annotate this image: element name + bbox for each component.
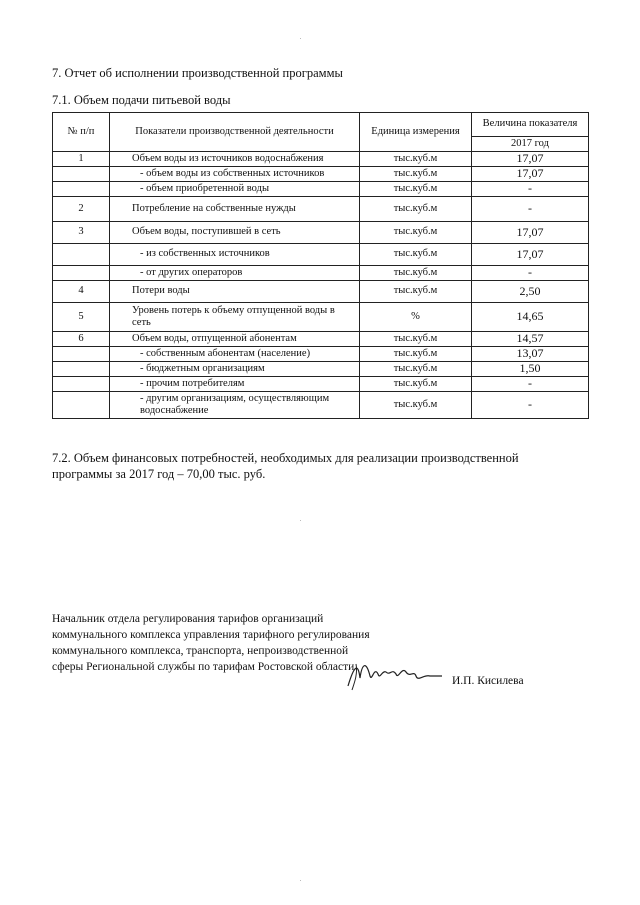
header-value: Величина показателя xyxy=(472,113,589,137)
row-unit: тыс.куб.м xyxy=(360,266,472,281)
row-number: 6 xyxy=(53,332,110,347)
table-body xyxy=(53,152,589,419)
row-unit: тыс.куб.м xyxy=(360,347,472,362)
table-row xyxy=(53,244,589,266)
row-number xyxy=(53,392,110,419)
row-unit: % xyxy=(360,303,472,332)
table-row xyxy=(53,392,589,419)
header-indicator: Показатели производственной деятельности xyxy=(110,113,360,152)
row-indicator: Объем воды из источников водоснабжения xyxy=(110,152,360,167)
header-unit: Единица измерения xyxy=(360,113,472,152)
row-unit: тыс.куб.м xyxy=(360,197,472,222)
row-number: 2 xyxy=(53,197,110,222)
row-indicator: Объем воды, отпущенной абонентам xyxy=(110,332,360,347)
row-indicator: Объем воды, поступившей в сеть xyxy=(110,222,360,244)
row-unit: тыс.куб.м xyxy=(360,362,472,377)
handwritten-signature xyxy=(344,656,444,696)
row-unit: тыс.куб.м xyxy=(360,244,472,266)
row-indicator: - объем приобретенной воды xyxy=(110,182,360,197)
row-number: 3 xyxy=(53,222,110,244)
row-unit: тыс.куб.м xyxy=(360,222,472,244)
row-value: 17,07 xyxy=(472,152,589,167)
row-indicator: - другим организациям, осуществляющим водоснабжение xyxy=(110,392,360,419)
water-supply-table xyxy=(52,112,589,419)
row-value: 2,50 xyxy=(472,281,589,303)
table-row xyxy=(53,362,589,377)
row-unit: тыс.куб.м xyxy=(360,167,472,182)
row-number: 1 xyxy=(53,152,110,167)
signatory-position: Начальник отдела регулирования тарифов организаций коммунального комплекса управления тарифного регулирования коммунального комплекса, транспорта, непроизводственной сферы Региональной службы по тарифам Ростовской области xyxy=(52,613,370,673)
row-value: 1,50 xyxy=(472,362,589,377)
header-num: № п/п xyxy=(53,113,110,152)
table-row xyxy=(53,222,589,244)
row-unit: тыс.куб.м xyxy=(360,377,472,392)
row-value: - xyxy=(472,392,589,419)
row-number xyxy=(53,244,110,266)
row-indicator: Потери воды xyxy=(110,281,360,303)
row-number xyxy=(53,266,110,281)
row-number xyxy=(53,347,110,362)
scan-dot xyxy=(300,880,301,881)
scan-dot xyxy=(300,38,301,39)
row-number xyxy=(53,362,110,377)
row-number: 4 xyxy=(53,281,110,303)
row-indicator: - из собственных источников xyxy=(110,244,360,266)
table-row xyxy=(53,347,589,362)
row-value: 14,65 xyxy=(472,303,589,332)
row-unit: тыс.куб.м xyxy=(360,182,472,197)
table-row xyxy=(53,152,589,167)
row-indicator: - от других операторов xyxy=(110,266,360,281)
subsection-title: 7.1. Объем подачи питьевой воды xyxy=(52,93,231,107)
row-number xyxy=(53,182,110,197)
row-unit: тыс.куб.м xyxy=(360,332,472,347)
table-row xyxy=(53,266,589,281)
table-row xyxy=(53,332,589,347)
row-value: 14,57 xyxy=(472,332,589,347)
scan-dot xyxy=(300,520,301,521)
row-indicator: Уровень потерь к объему отпущенной воды в сеть xyxy=(110,303,360,332)
row-indicator: - прочим потребителям xyxy=(110,377,360,392)
financial-needs-paragraph: 7.2. Объем финансовых потребностей, необходимых для реализации производственной программы за 2017 год – 70,00 тыс. руб. xyxy=(52,451,519,481)
table-row xyxy=(53,281,589,303)
signatory-name: И.П. Кисилева xyxy=(452,675,524,687)
row-value: 17,07 xyxy=(472,222,589,244)
row-indicator: Потребление на собственные нужды xyxy=(110,197,360,222)
row-number xyxy=(53,377,110,392)
row-number: 5 xyxy=(53,303,110,332)
row-value: - xyxy=(472,377,589,392)
header-year: 2017 год xyxy=(472,137,589,152)
row-unit: тыс.куб.м xyxy=(360,281,472,303)
row-indicator: - объем воды из собственных источников xyxy=(110,167,360,182)
row-value: - xyxy=(472,182,589,197)
row-indicator: - бюджетным организациям xyxy=(110,362,360,377)
row-value: 17,07 xyxy=(472,244,589,266)
table-row xyxy=(53,377,589,392)
row-indicator: - собственным абонентам (население) xyxy=(110,347,360,362)
row-unit: тыс.куб.м xyxy=(360,152,472,167)
row-value: - xyxy=(472,197,589,222)
row-value: 17,07 xyxy=(472,167,589,182)
row-value: 13,07 xyxy=(472,347,589,362)
row-value: - xyxy=(472,266,589,281)
row-unit: тыс.куб.м xyxy=(360,392,472,419)
table-row xyxy=(53,167,589,182)
table-row xyxy=(53,182,589,197)
table-row xyxy=(53,303,589,332)
row-number xyxy=(53,167,110,182)
section-title: 7. Отчет об исполнении производственной программы xyxy=(52,66,343,80)
table-row xyxy=(53,197,589,222)
